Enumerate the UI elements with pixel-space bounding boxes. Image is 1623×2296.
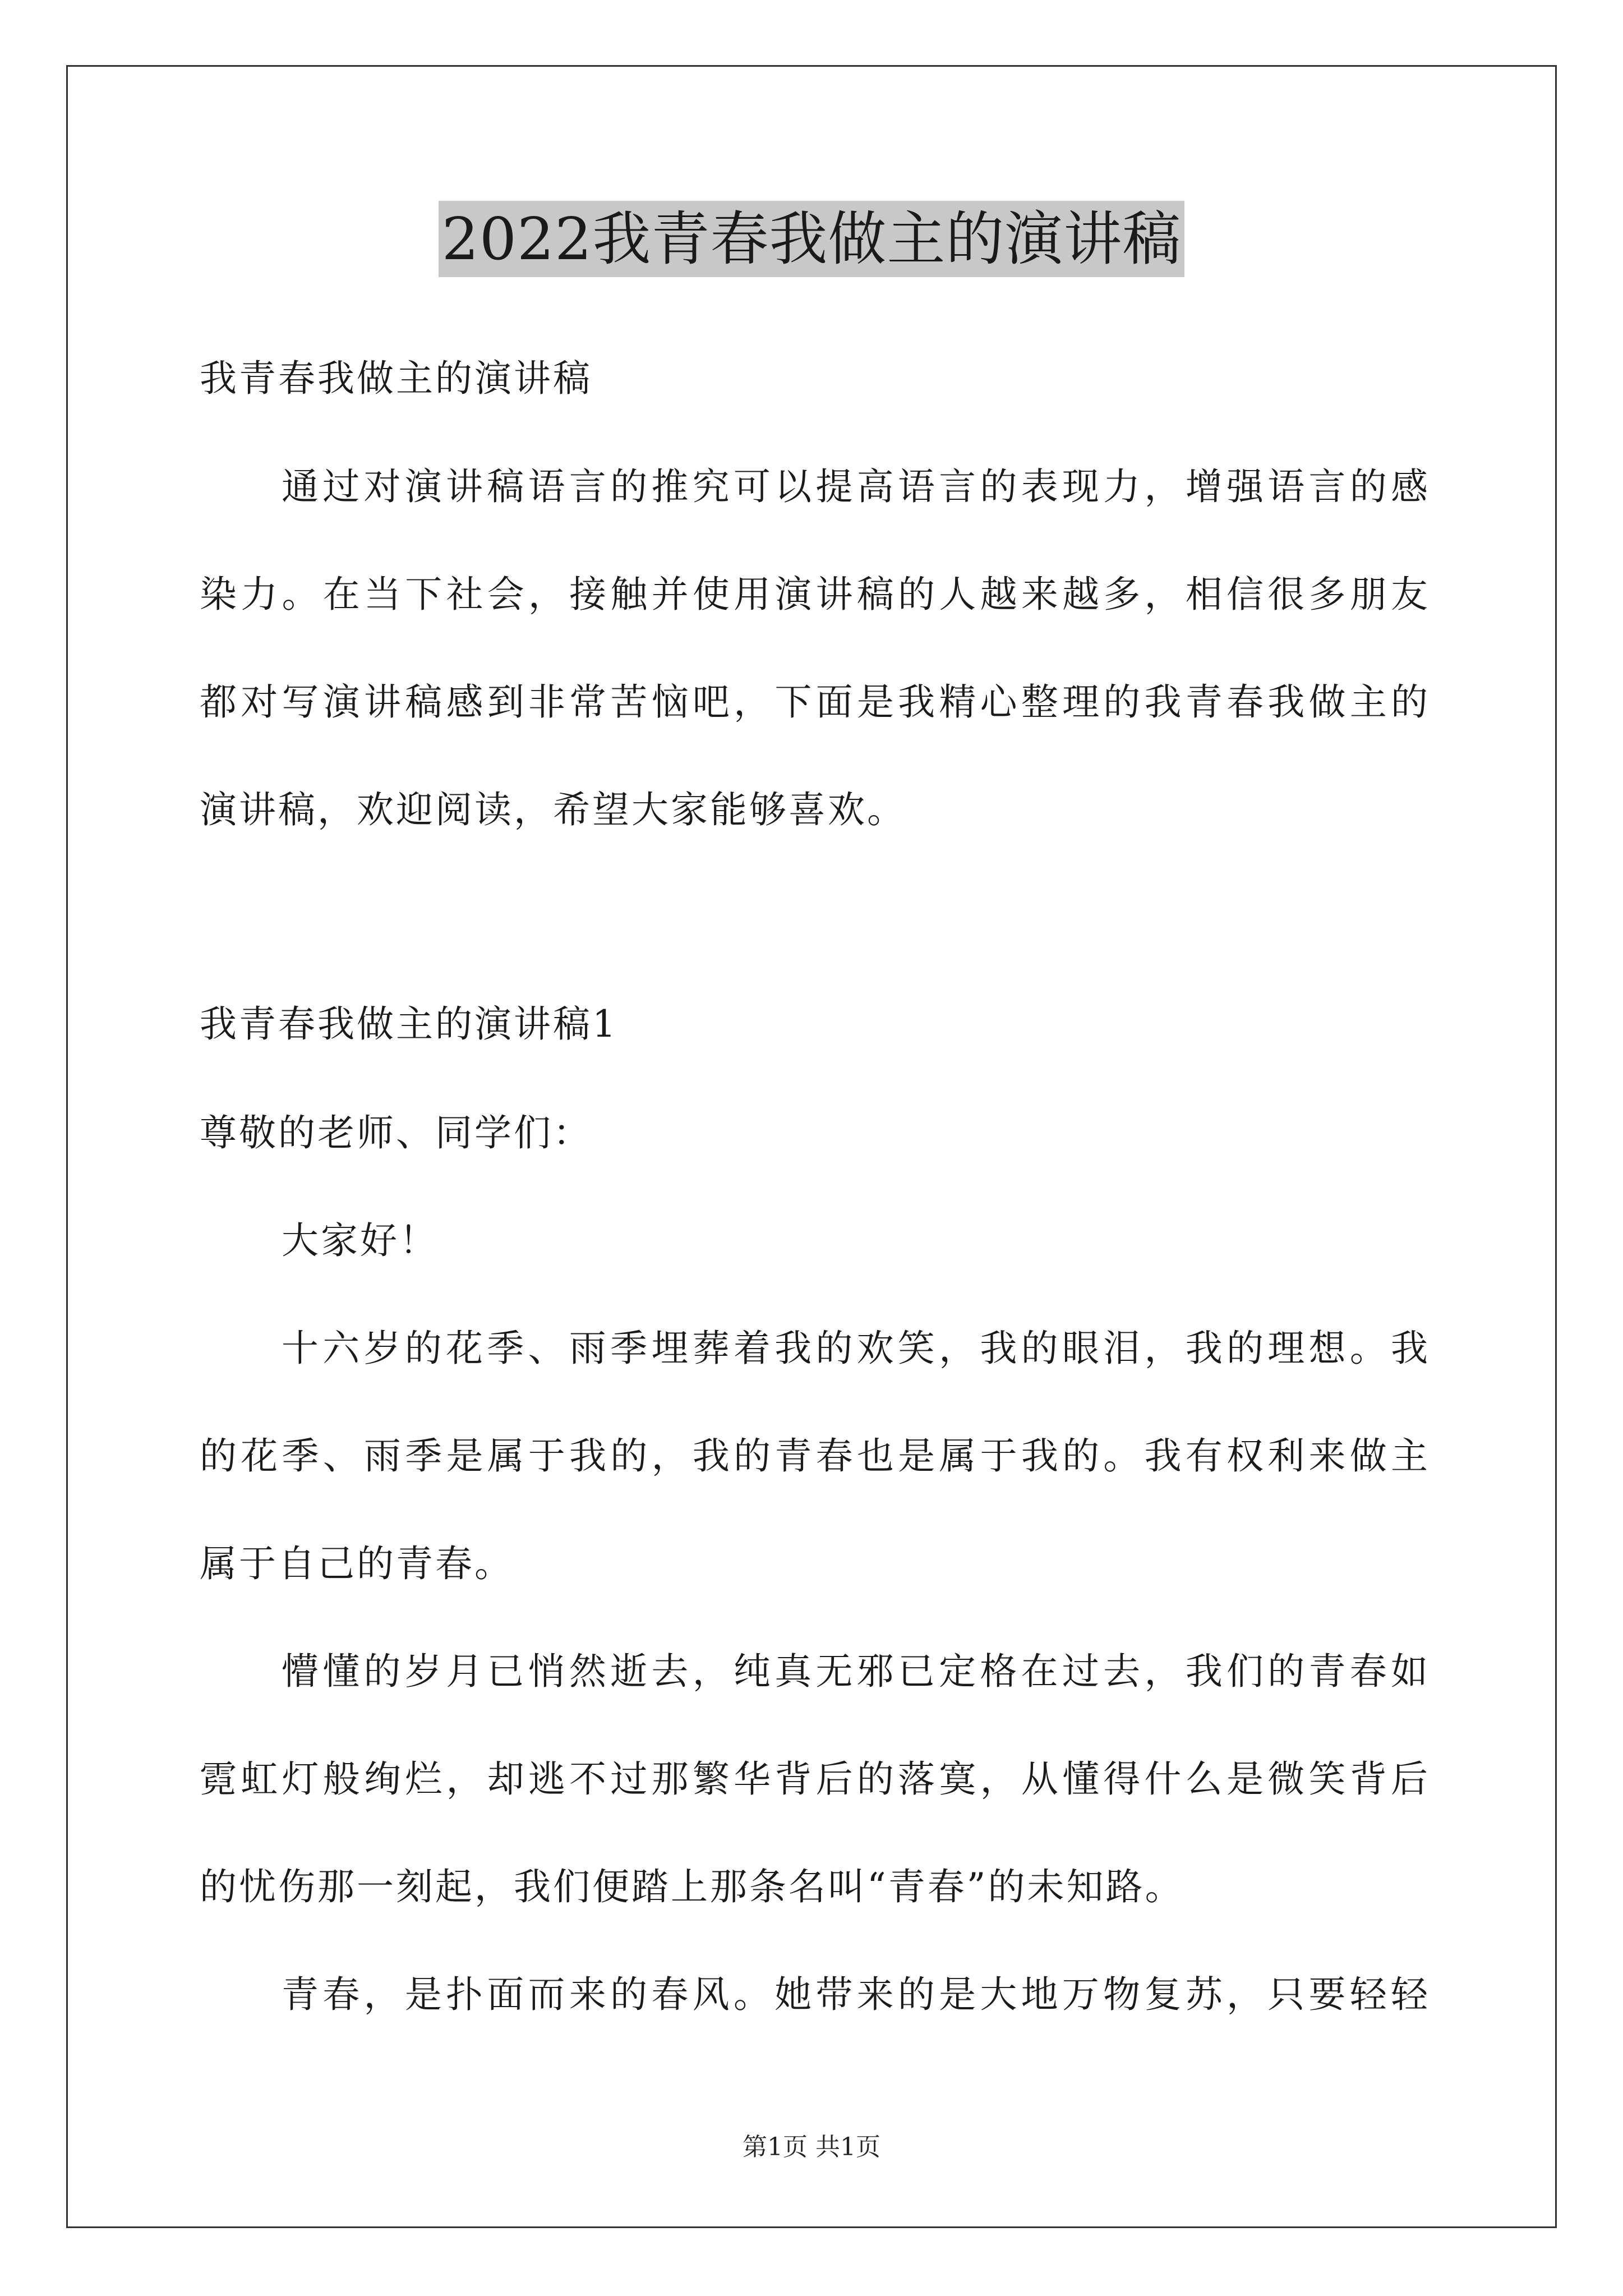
greeting: 大家好！ xyxy=(282,1219,439,1262)
page-footer: 第1页 共1页 xyxy=(743,2133,880,2161)
para2-line-2: 霓虹灯般绚烂，却逃不过那繁华背后的落寞，从懂得什么是微笑背后 xyxy=(200,1757,1428,1801)
document-title: 2022我青春我做主的演讲稿 xyxy=(439,201,1185,277)
intro-line-3: 都对写演讲稿感到非常苦恼吧，下面是我精心整理的我青春我做主的 xyxy=(200,680,1428,724)
para1-line-3: 属于自己的青春。 xyxy=(200,1542,514,1585)
para1-line-2: 的花季、雨季是属于我的，我的青春也是属于我的。我有权利来做主 xyxy=(200,1434,1428,1478)
para2-line-1: 懵懂的岁月已悄然逝去，纯真无邪已定格在过去，我们的青春如 xyxy=(282,1650,1428,1693)
section-heading: 我青春我做主的演讲稿1 xyxy=(200,1002,618,1046)
document-subtitle: 我青春我做主的演讲稿 xyxy=(200,357,592,400)
salutation: 尊敬的老师、同学们： xyxy=(200,1111,592,1154)
para1-line-1: 十六岁的花季、雨季埋葬着我的欢笑，我的眼泪，我的理想。我 xyxy=(282,1327,1428,1370)
para2-line-3: 的忧伤那一刻起，我们便踏上那条名叫“青春”的未知路。 xyxy=(200,1865,1184,1908)
para3-line-1: 青春，是扑面而来的春风。她带来的是大地万物复苏，只要轻轻 xyxy=(282,1973,1428,2016)
title-wrap xyxy=(0,201,1623,277)
intro-line-4: 演讲稿，欢迎阅读，希望大家能够喜欢。 xyxy=(200,788,906,831)
intro-line-2: 染力。在当下社会，接触并使用演讲稿的人越来越多，相信很多朋友 xyxy=(200,573,1428,616)
intro-line-1: 通过对演讲稿语言的推究可以提高语言的表现力，增强语言的感 xyxy=(282,465,1428,508)
